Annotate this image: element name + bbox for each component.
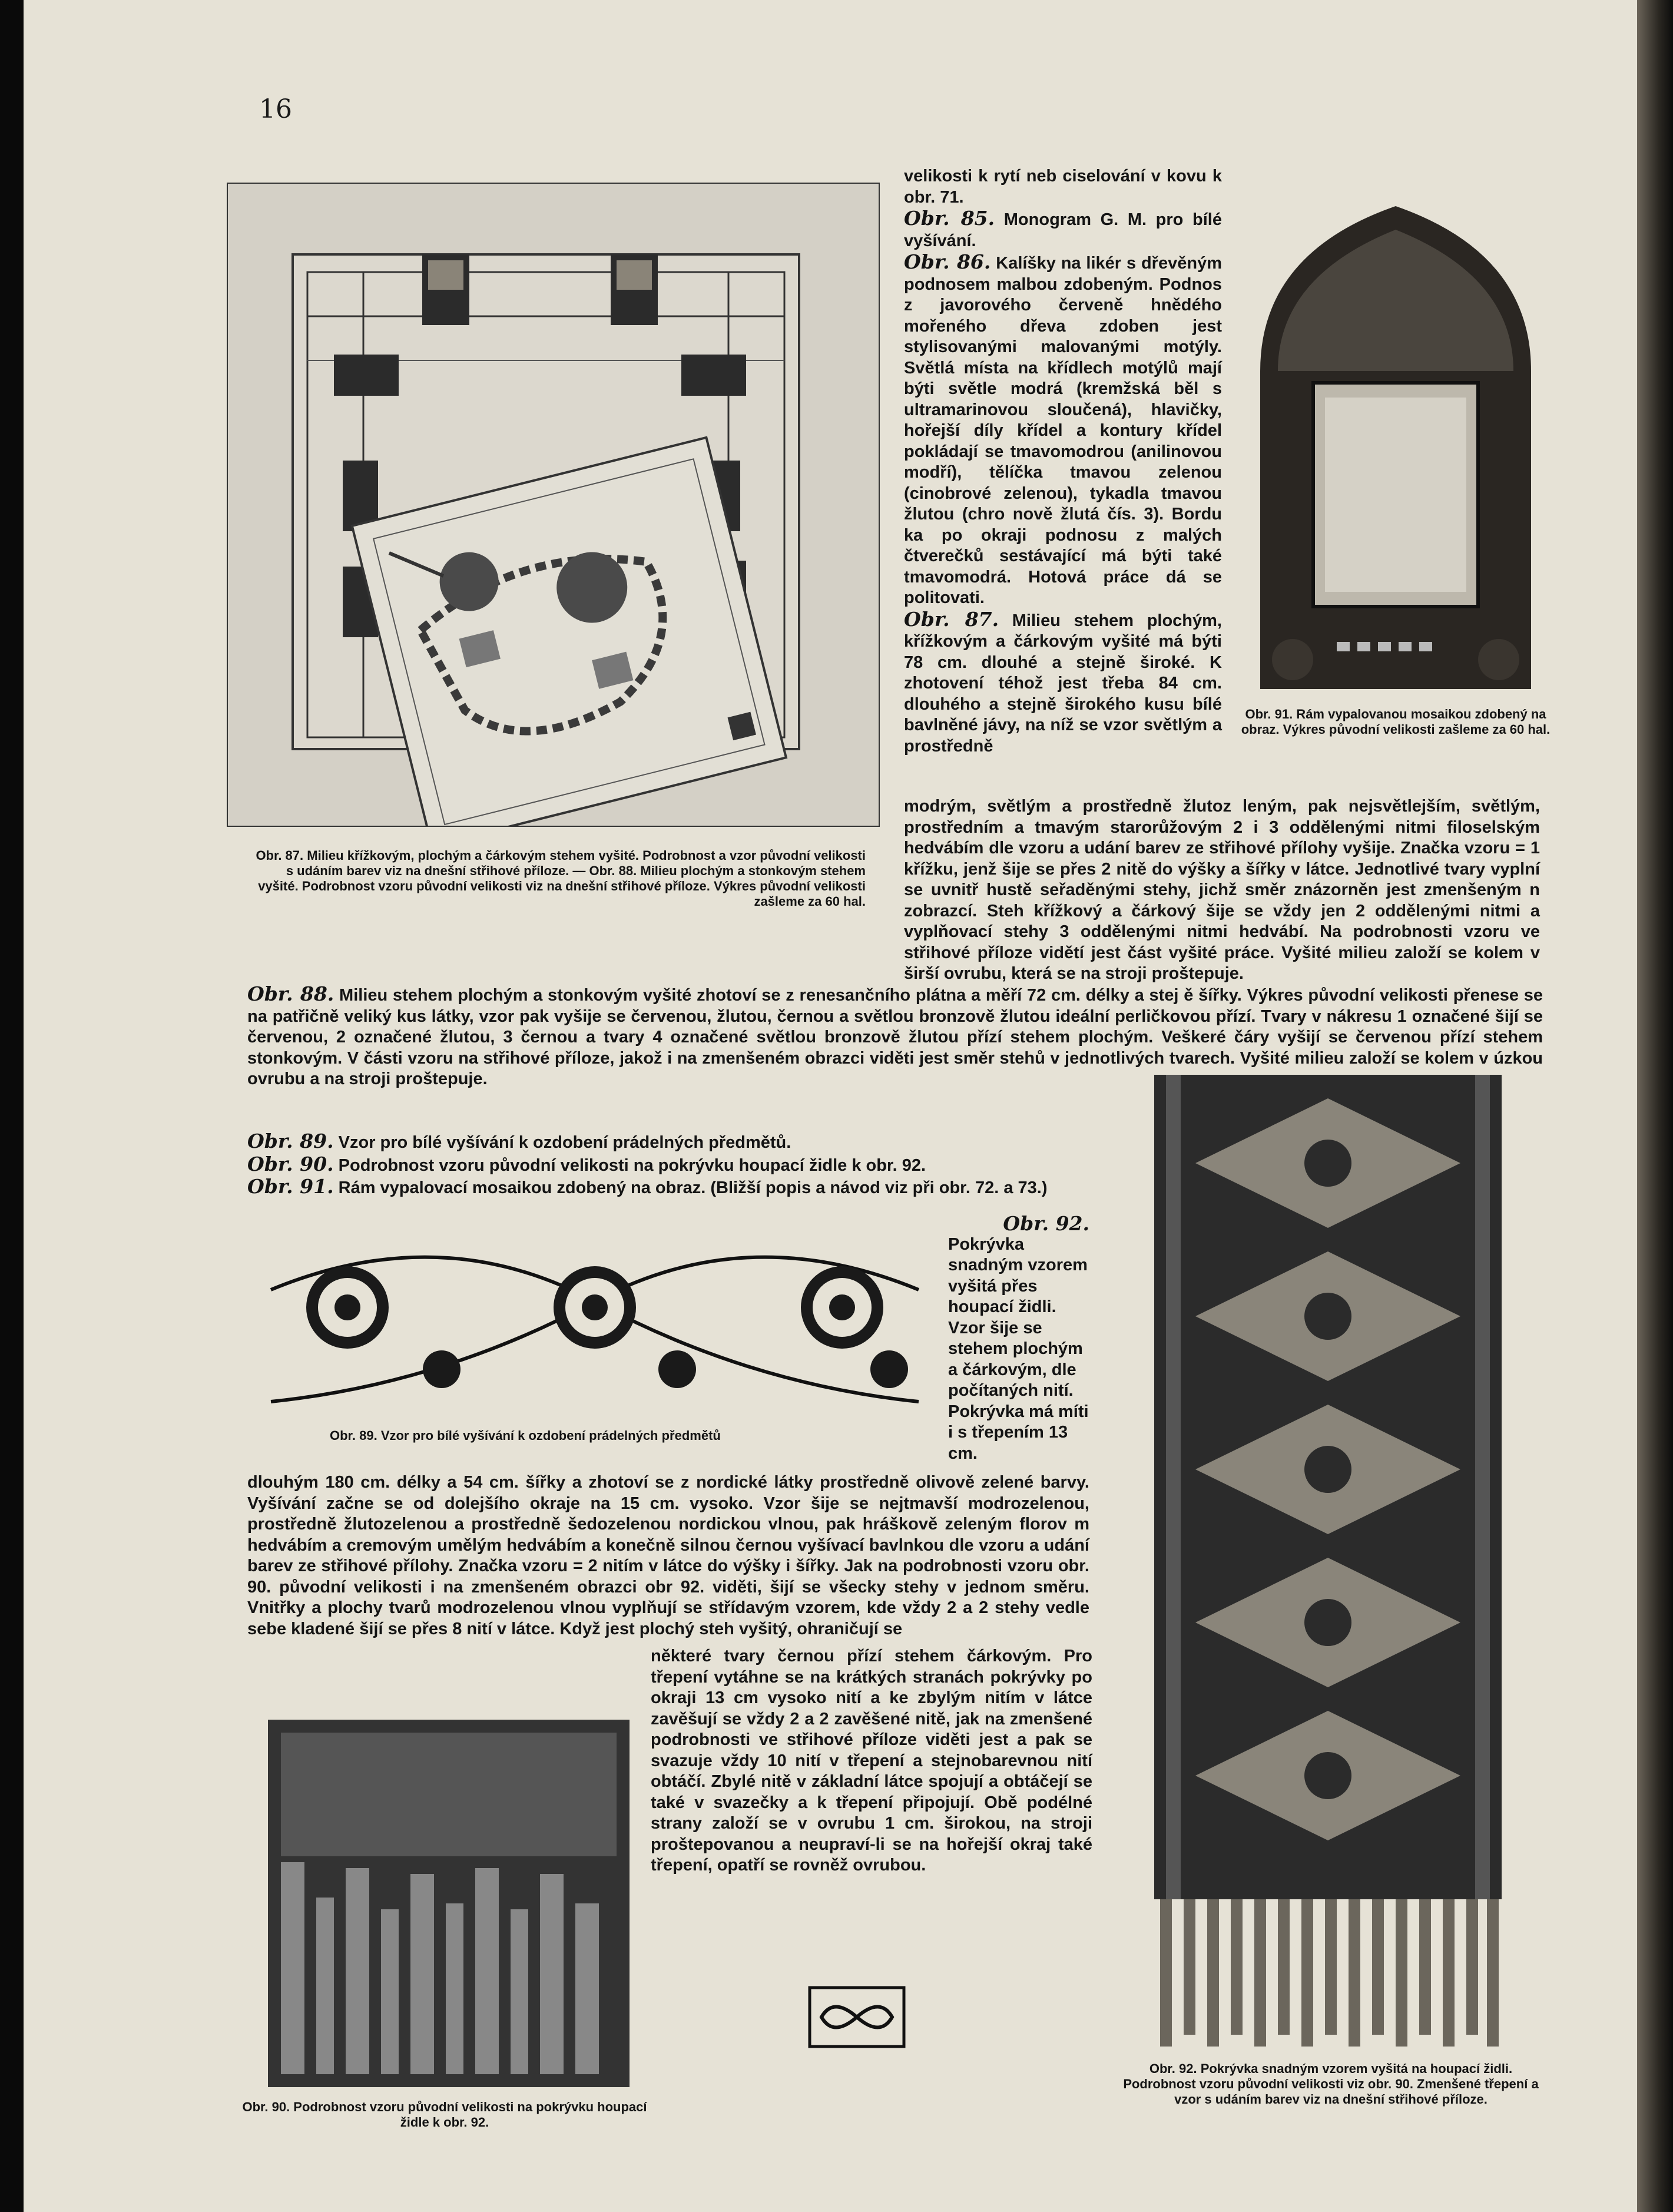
- obr90-label: Obr. 90.: [247, 1152, 334, 1175]
- obr92-label: Obr. 92.: [1003, 1212, 1089, 1235]
- blanket-illustration: [1131, 1075, 1525, 2052]
- obr92-continuation: dlouhým 180 cm. délky a 54 cm. šířky a zhotoví se z nordické látky prostředně olivově zelené barvy. Vyšívání začne se od dolejšího okraje na 15 cm. vysoko. Vzor šije se nejtmavší modrozelenou, prostředně žlutozelenou a prostředně šedozelenou nordickou vlnou, pak hráškově zeleným florov m hedvábím a cremovým umělým hedvábím a konečně silnou černou vyšívací bavlnkou dle vzoru a udání barev ze střihové přílohy. Značka vzoru = 2 nitím v látce do výšky i šířky. Jak na podrobnosti vzoru obr. 90. původní velikosti i na zmenšeném obrazci obr 92. viděti, šijí se všecky stehy v jednom směru. Vnitřky a plochy tvarů modrozelenou vlnou vyplňují se střídavým vzorem, kde vždy 2 a 2 stehy vedle sebe kladené šijí se přes 8 nití v látce. Když jest plochý steh vyšitý, ohraničují se: [247, 1473, 1089, 1638]
- obr92-right-column: některé tvary černou přízí stehem čárkovým. Pro třepení vytáhne se na krátkých stranách pokrývky po okraji 13 cm vysoko nití a ke zbylým nitím v látce zavěšují se vždy 2 a 2 zavěšené nitě, jak na zmenšené podrobnosti ve střihové příloze viděti jest a pak se svazuje vždy 10 nití v třepení a stejnobarevnou nití obtáčí. Zbylé nitě v základní látce spojují a obtáčejí se také v svazečky a k třepení připojují. Obě podélné strany založí se v ovrubu 1 cm. širokou, na stroji proštepovanou a neupraví-li se na hořejší okraj také třepení, opatří se rovněž ovrubou.: [651, 1647, 1092, 1875]
- obr87-text: Milieu stehem plochým, křížkovým a čárkovým vyšité má býti 78 cm. dlouhé a stejně široké. K zhotovení téhož jest třeba 84 cm. dlouhého a stejně širokého kusu bílé bavlněné jávy, na níž se vzor světlým a prostředně: [904, 611, 1222, 756]
- caption-fig89: Obr. 89. Vzor pro bílé vyšívání k ozdobení prádelných předmětů: [330, 1428, 721, 1443]
- page-number: 16: [259, 94, 292, 124]
- short-entries: [247, 1131, 1089, 1199]
- intro-text: velikosti k rytí neb ciselování v kovu k obr. 71.: [904, 167, 1222, 207]
- obr87-label: Obr. 87.: [904, 607, 999, 631]
- column-right-text: [904, 166, 1222, 757]
- entry-obr90: [247, 1154, 1089, 1177]
- obr91-text: Rám vypalovací mosaikou zdobený na obraz. (Bližší popis a návod viz při obr. 72. a 73.): [338, 1178, 1048, 1197]
- obr88-label: Obr. 88.: [247, 982, 334, 1005]
- obr85-label: Obr. 85.: [904, 207, 995, 230]
- obr91-label: Obr. 91.: [247, 1175, 334, 1198]
- milieu-illustration: [228, 184, 879, 826]
- entry-obr85: [904, 208, 1222, 251]
- obr87-continuation: modrým, světlým a prostředně žlutoz leným, pak nejsvětlejším, světlým, prostředním a tmavým starorůžovým 2 i 3 oddělenými nitmi filoselským hedvábím dle vzoru a udání barev ze střihové přílohy vyšije. Značka vzoru = 1 křížku, jenž šije se přes 2 nitě do výšky a šířky v látce. Jednotlivé tvary vyplní se uvnitř hustě seřaděnými stehy, jichž směr znázorněn jest zmenšeným n zobrazcí. Steh křížkový a čárkový šije se vždy jen 2 oddělenými nitmi a vyplňovací stehy 3 oddělenými nitmi hedvábí. Na podrobnosti vzoru ve střihové příloze vidětí jest část vyšité práce. Vyšité milieu založí se kolem v širší ovrubu, která se na stroji proštepuje.: [904, 797, 1540, 983]
- caption-fig87-88: Obr. 87. Milieu křížkovým, plochým a čárkovým stehem vyšité. Podrobnost a vzor původní velikosti s udáním barev viz na dnešní střihové příloze. — Obr. 88. Milieu plochým a stonkovým stehem vyšité. Podrobnost vzoru původní velikosti viz na dnešní střihové příloze. Výkres původní velikosti zašleme za 60 hal.: [256, 848, 866, 909]
- entry-obr91: [247, 1176, 1089, 1199]
- figure-89-pattern: [265, 1243, 925, 1419]
- obr92-text: Pokrývka snadným vzorem vyšitá přes houpací židli. Vzor šije se stehem plochým a čárkovým, dle počítaných nití. Pokrývka má míti i s třepením 13 cm.: [948, 1234, 1089, 1463]
- figure-90-detail: [268, 1720, 630, 2087]
- ornament-logo: [807, 1985, 907, 2049]
- entry-obr86: [904, 251, 1222, 609]
- obr86-text: Kalíšky na likér s dřevěným podnosem malbou zdobeným. Podnos z javorového červeně hnědého mořeného dřeva zdoben jest stylisovanými malovanými motýly. Světlá místa na křídlech motýlů mají býti světle modrá (kremžská běl s ultramarinovou sloučená), hlavičky, hořejší díly křídel a kontury křídel pokládají se tmavomodrou (anilinovou modří), tělíčka tmavou zelenou (cinobrové zelenou), tykadla tmavou žlutou (chro nově žlutá čís. 3). Bordu ka po okraji podnosu z malých čtverečků sestávající má býti také tmavomodrá. Hotová práce dá se politovati.: [904, 254, 1222, 607]
- circle-pattern-illustration: [265, 1243, 925, 1419]
- ornament-icon: [807, 1985, 907, 2049]
- detail-photo-illustration: [269, 1721, 628, 2086]
- obr88-text: Milieu stehem plochým a stonkovým vyšité zhotoví se z renesančního plátna a měří 72 cm. délky a stej ě šířky. Výkres původní velikosti přenese se na patřičně veliký kus látky, vzor pak vyšije se červenou, žlutou, černou a světlou bronzově žlutou ideální perličkovou přízí. Tvary v nákresu 1 označené šijí se červenou, 2 označené žlutou, 3 černou a tvary 4 označené světlou bronzově žlutou přízí stehem plochým. Veškeré čáry vyšijí se červenou přízí stehem stonkovým. V části vzoru na střihové příloze, jakož i na zmenšeném obrazci viděti jest směr stehů v jednotlivých tvarech. Vyšité milieu založí se kolem v úzkou ovrubu a na stroji proštepuje.: [247, 986, 1543, 1088]
- obr86-label: Obr. 86.: [904, 250, 991, 273]
- obr90-text: Podrobnost vzoru původní velikosti na pokrývku houpací židle k obr. 92.: [338, 1155, 926, 1175]
- mosaic-frame-illustration: [1237, 194, 1555, 695]
- figure-92-blanket: [1131, 1075, 1525, 2052]
- magazine-page: [24, 0, 1637, 2212]
- caption-fig90: Obr. 90. Podrobnost vzoru původní velikosti na pokrývku houpací židle k obr. 92.: [242, 2100, 647, 2130]
- entry-obr88: [247, 984, 1543, 1090]
- caption-fig91: Obr. 91. Rám vypalovanou mosaikou zdobený na obraz. Výkres původní velikosti zašleme za 60 hal.: [1241, 707, 1551, 737]
- book-spine: [1637, 0, 1673, 2212]
- caption-fig92: Obr. 92. Pokrývka snadným vzorem vyšitá na houpací židli. Podrobnost vzoru původní velikosti viz obr. 90. Zmenšené třepení a vzor s udáním barev viz na dnešní střihové příloze.: [1123, 2061, 1539, 2107]
- entry-obr89: [247, 1131, 1089, 1154]
- entry-obr92: [948, 1213, 1089, 1464]
- obr89-label: Obr. 89.: [247, 1130, 334, 1153]
- figure-91-mosaic-frame: [1237, 194, 1555, 695]
- obr89-text: Vzor pro bílé vyšívání k ozdobení prádelných předmětů.: [338, 1133, 791, 1152]
- obr85-text: Monogram G. M. pro bílé vyšívání.: [904, 210, 1222, 250]
- entry-obr87: [904, 609, 1222, 757]
- figure-87-88-milieu: [227, 183, 880, 827]
